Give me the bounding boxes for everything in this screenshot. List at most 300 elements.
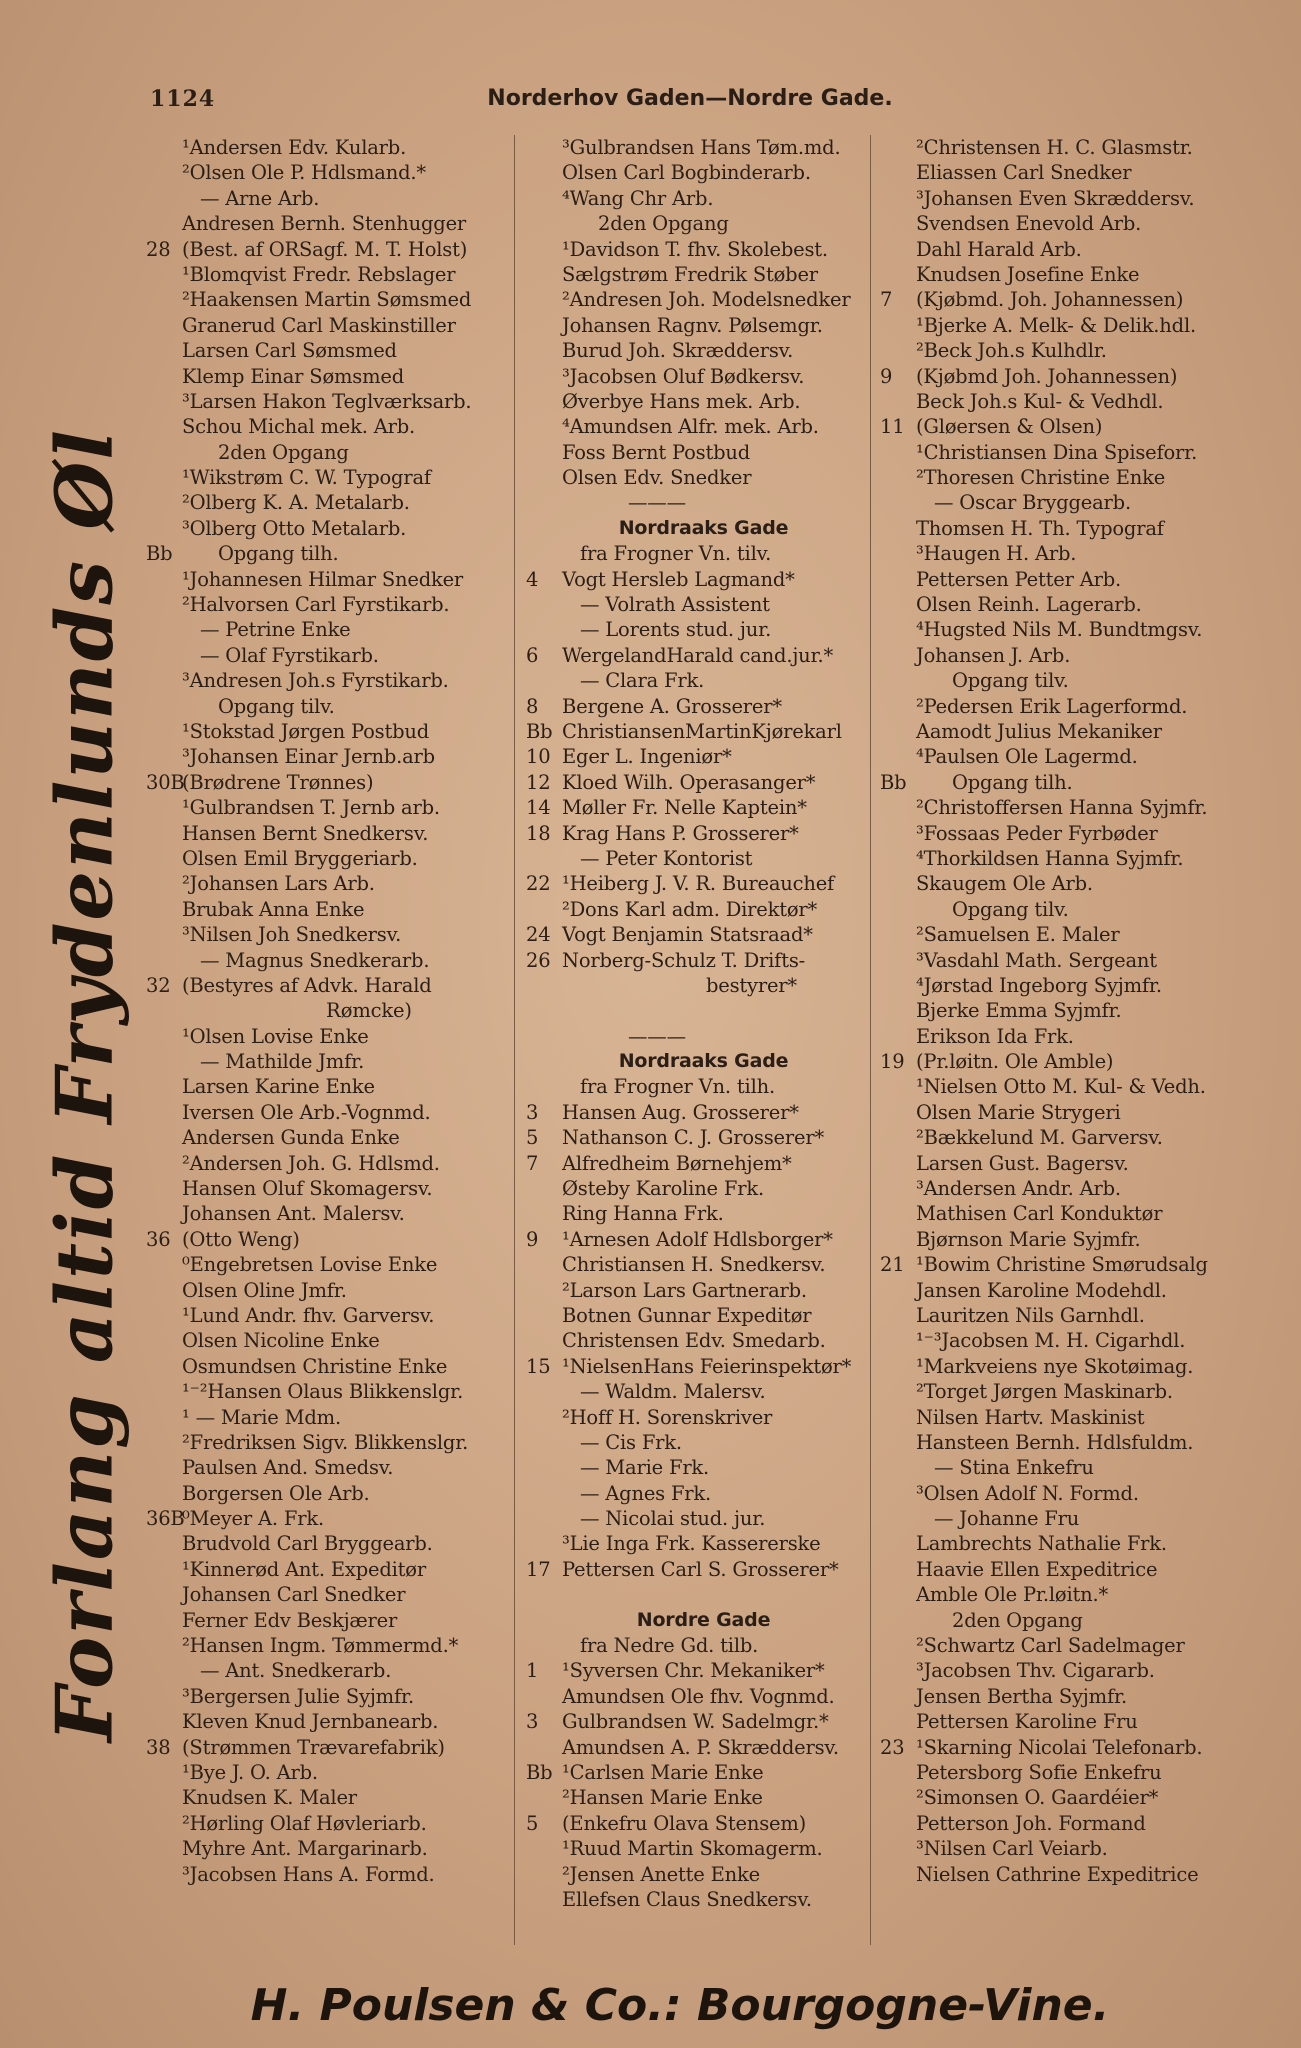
entry-text: Olsen Nicoline Enke: [182, 1329, 380, 1353]
entry-text: Vogt Hersleb Lagmand*: [562, 567, 795, 591]
entry-text: ³Larsen Hakon Teglværksarb.: [182, 389, 472, 413]
entry-text: (Pr.løitn. Ole Amble): [916, 1050, 1114, 1074]
entry-text: Iversen Ole Arb.-Vognmd.: [182, 1100, 431, 1124]
directory-entry: [146, 1252, 501, 1277]
entry-text: ¹Bye J. O. Arb.: [182, 1761, 318, 1784]
house-number: 10: [526, 745, 551, 769]
entry-text: fra Frogner Vn. tilv.: [562, 542, 772, 566]
entry-text: Dahl Harald Arb.: [916, 237, 1082, 261]
directory-entry: [880, 973, 1235, 998]
directory-entry: [146, 211, 501, 236]
entry-text: ⁰Engebretsen Lovise Enke: [182, 1253, 438, 1277]
entry-text: Lambrechts Nathalie Frk.: [916, 1532, 1167, 1556]
directory-entry: [880, 1049, 1235, 1074]
entry-text: ²Hansen Ingm. Tømmermd.*: [182, 1634, 459, 1658]
directory-entry: [146, 694, 501, 719]
directory-entry: [526, 1862, 881, 1887]
directory-entry: [146, 262, 501, 287]
entry-text: ³Andersen Andr. Arb.: [916, 1177, 1121, 1201]
directory-entry: [880, 414, 1235, 439]
entry-text: (Kjøbmd Joh. Johannessen): [916, 364, 1178, 388]
house-number: 9: [880, 364, 893, 388]
entry-text: ²Hansen Marie Enke: [562, 1786, 763, 1810]
entry-text: Petersborg Sofie Enkefru: [916, 1761, 1162, 1784]
directory-entry: [526, 719, 881, 744]
entry-text: (Bestyres af Advk. Harald: [182, 973, 432, 997]
house-number: 36B: [146, 1507, 185, 1531]
directory-entry: [880, 1481, 1235, 1506]
directory-entry: [880, 211, 1235, 236]
directory-entry: [880, 338, 1235, 363]
directory-entry: [526, 998, 881, 1023]
house-number: 17: [526, 1557, 551, 1581]
directory-entry: [880, 846, 1235, 871]
entry-text: Opgang tilv.: [916, 669, 1069, 693]
entry-text: Pettersen Petter Arb.: [916, 567, 1122, 591]
directory-entry: [146, 1811, 501, 1836]
directory-entry: [146, 1303, 501, 1328]
directory-entry: [526, 414, 881, 439]
entry-text: Larsen Carl Sømsmed: [182, 339, 397, 363]
directory-entry: [880, 440, 1235, 465]
house-number: 32: [146, 973, 171, 997]
entry-text: ¹Andersen Edv. Kularb.: [182, 136, 407, 159]
directory-entry: [880, 1354, 1235, 1379]
entry-text: ¹Gulbrandsen T. Jernb arb.: [182, 796, 440, 820]
directory-entry: [526, 1709, 881, 1734]
entry-text: WergelandHarald cand.jur.*: [562, 643, 834, 667]
directory-column-2: [526, 135, 881, 1912]
directory-entry: [146, 1760, 501, 1785]
entry-text: Pettersen Carl S. Grosserer*: [562, 1557, 839, 1581]
directory-entry: [146, 998, 501, 1023]
directory-entry: [526, 490, 881, 515]
directory-entry: [880, 1379, 1235, 1404]
entry-text: ⁰Meyer A. Frk.: [182, 1507, 324, 1531]
directory-entry: [526, 237, 881, 262]
directory-entry: [526, 160, 881, 185]
directory-entry: [146, 871, 501, 896]
entry-text: ———: [562, 1024, 686, 1048]
directory-entry: [880, 1227, 1235, 1252]
entry-text: Petterson Joh. Formand: [916, 1811, 1146, 1835]
entry-text: Krag Hans P. Grosserer*: [562, 821, 799, 845]
directory-entry: [880, 1709, 1235, 1734]
directory-entry: [880, 1735, 1235, 1760]
entry-text: ¹Carlsen Marie Enke: [562, 1761, 764, 1784]
entry-text: Paulsen And. Smedsv.: [182, 1456, 394, 1480]
directory-entry: [526, 1811, 881, 1836]
directory-entry: [146, 1633, 501, 1658]
directory-entry: [526, 1303, 881, 1328]
directory-entry: [146, 440, 501, 465]
directory-entry: [146, 1049, 501, 1074]
directory-entry: [880, 465, 1235, 490]
directory-entry: [526, 1379, 881, 1404]
entry-text: Olsen Marie Strygeri: [916, 1100, 1121, 1124]
entry-text: Ferner Edv Beskjærer: [182, 1608, 398, 1632]
entry-text: ³Fossaas Peder Fyrbøder: [916, 821, 1158, 845]
entry-text: Sælgstrøm Fredrik Støber: [562, 262, 818, 286]
directory-entry: [526, 1557, 881, 1582]
directory-entry: [880, 516, 1235, 541]
entry-text: — Volrath Assistent: [562, 593, 770, 617]
entry-text: — Nicolai stud. jur.: [562, 1507, 766, 1531]
entry-text: ³Olberg Otto Metalarb.: [182, 516, 407, 540]
entry-text: bestyrer*: [562, 973, 797, 997]
street-heading: [526, 1049, 881, 1074]
directory-entry: [146, 389, 501, 414]
entry-text: ¹Nielsen Otto M. Kul- & Vedh.: [916, 1075, 1206, 1099]
directory-entry: [526, 211, 881, 236]
house-number: 24: [526, 923, 551, 947]
entry-text: (Strømmen Trævarefabrik): [182, 1735, 445, 1759]
directory-entry: [880, 186, 1235, 211]
directory-entry: [880, 313, 1235, 338]
directory-entry: [526, 846, 881, 871]
directory-entry: [526, 440, 881, 465]
directory-entry: [880, 1506, 1235, 1531]
entry-text: Schou Michal mek. Arb.: [182, 415, 416, 439]
directory-entry: [880, 871, 1235, 896]
house-number: Bb: [526, 1761, 553, 1784]
entry-text: Haavie Ellen Expeditrice: [916, 1557, 1158, 1581]
directory-entry: [526, 1278, 881, 1303]
directory-entry: [526, 1176, 881, 1201]
entry-text: Hansteen Bernh. Hdlsfuldm.: [916, 1430, 1194, 1454]
entry-text: ¹Arnesen Adolf Hdlsborger*: [562, 1227, 833, 1251]
directory-entry: [146, 135, 501, 160]
directory-entry: [880, 1278, 1235, 1303]
house-number: Bb: [880, 770, 907, 794]
directory-entry: [526, 1252, 881, 1277]
directory-entry: [880, 1862, 1235, 1887]
entry-text: Andresen Bernh. Stenhugger: [182, 212, 467, 236]
directory-entry: [880, 1760, 1235, 1785]
directory-entry: [146, 1328, 501, 1353]
directory-entry: [880, 668, 1235, 693]
directory-entry: [526, 262, 881, 287]
column-rule: [514, 135, 515, 1945]
entry-text: — Clara Frk.: [562, 669, 705, 693]
directory-entry: [146, 1125, 501, 1150]
house-number: 21: [880, 1253, 905, 1277]
directory-entry: [880, 1811, 1235, 1836]
entry-text: Norberg-Schulz T. Drifts-: [562, 948, 806, 972]
house-number: 22: [526, 872, 551, 896]
house-number: 8: [526, 694, 539, 718]
entry-text: Larsen Karine Enke: [182, 1075, 375, 1099]
directory-entry: [146, 1176, 501, 1201]
directory-entry: [880, 1633, 1235, 1658]
entry-text: — Mathilde Jmfr.: [182, 1050, 365, 1074]
directory-entry: [146, 1379, 501, 1404]
directory-entry: [526, 1455, 881, 1480]
entry-text: Eger L. Ingeniør*: [562, 745, 732, 769]
house-number: 5: [526, 1126, 539, 1150]
directory-entry: [880, 1455, 1235, 1480]
entry-text: ²Fredriksen Sigv. Blikkenslgr.: [182, 1430, 469, 1454]
entry-text: ²Haakensen Martin Sømsmed: [182, 288, 472, 312]
entry-text: Opgang tilh.: [182, 542, 339, 566]
directory-entry: [146, 770, 501, 795]
directory-entry: [526, 465, 881, 490]
directory-entry: [880, 617, 1235, 642]
entry-text: ²Hørling Olaf Høvleriarb.: [182, 1811, 427, 1835]
entry-text: ²Olberg K. A. Metalarb.: [182, 491, 410, 515]
entry-text: ⁴Amundsen Alfr. mek. Arb.: [562, 415, 819, 439]
column-rule: [870, 135, 871, 1945]
entry-text: Alfredheim Børnehjem*: [562, 1151, 792, 1175]
entry-text: ⁴Hugsted Nils M. Bundtmgsv.: [916, 618, 1203, 642]
entry-text: ³Lie Inga Frk. Kassererske: [562, 1532, 821, 1556]
directory-entry: [526, 1582, 881, 1607]
entry-text: ———: [562, 491, 686, 515]
directory-entry: [880, 922, 1235, 947]
directory-entry: [880, 490, 1235, 515]
directory-entry: [146, 567, 501, 592]
house-number: Bb: [146, 542, 173, 566]
directory-entry: [526, 1506, 881, 1531]
entry-text: ²Pedersen Erik Lagerformd.: [916, 694, 1188, 718]
directory-entry: [146, 1735, 501, 1760]
entry-text: — Marie Frk.: [562, 1456, 710, 1480]
directory-entry: [526, 1227, 881, 1252]
entry-text: ¹Stokstad Jørgen Postbud: [182, 719, 430, 743]
directory-entry: [526, 186, 881, 211]
directory-entry: [146, 490, 501, 515]
entry-text: Ellefsen Claus Snedkersv.: [562, 1887, 812, 1911]
entry-text: ²Dons Karl adm. Direktør*: [562, 897, 818, 921]
entry-text: ¹Blomqvist Fredr. Rebslager: [182, 262, 456, 286]
sidebar-advertisement: [39, 428, 131, 1742]
directory-entry: [526, 1785, 881, 1810]
entry-text: ³Jacobsen Thv. Cigararb.: [916, 1659, 1155, 1683]
directory-entry: [526, 287, 881, 312]
directory-entry: [526, 592, 881, 617]
directory-entry: [880, 1100, 1235, 1125]
directory-entry: [526, 795, 881, 820]
directory-entry: [880, 287, 1235, 312]
entry-text: ¹⁻³Jacobsen M. H. Cigarhdl.: [916, 1329, 1186, 1353]
directory-entry: [526, 1328, 881, 1353]
entry-text: Christiansen H. Snedkersv.: [562, 1253, 826, 1277]
entry-text: — Lorents stud. jur.: [562, 618, 772, 642]
directory-entry: [526, 1430, 881, 1455]
directory-entry: [146, 1405, 501, 1430]
entry-text: Olsen Emil Bryggeriarb.: [182, 846, 418, 870]
entry-text: fra Frogner Vn. tilh.: [562, 1075, 775, 1099]
directory-entry: [526, 338, 881, 363]
entry-text: — Stina Enkefru: [916, 1456, 1094, 1480]
entry-text: ¹Christiansen Dina Spiseforr.: [916, 440, 1198, 464]
directory-entry: [526, 389, 881, 414]
house-number: 38: [146, 1735, 171, 1759]
entry-text: ²Samuelsen E. Maler: [916, 923, 1120, 947]
directory-entry: [146, 541, 501, 566]
entry-text: (Kjøbmd. Joh. Johannessen): [916, 288, 1184, 312]
directory-entry: [880, 1201, 1235, 1226]
entry-text: Skaugem Ole Arb.: [916, 872, 1093, 896]
directory-entry: [146, 1709, 501, 1734]
entry-text: ²Thoresen Christine Enke: [916, 466, 1166, 490]
entry-text: ¹Kinnerød Ant. Expeditør: [182, 1557, 426, 1581]
entry-text: Aamodt Julius Mekaniker: [916, 719, 1162, 743]
entry-text: Bjerke Emma Syjmfr.: [916, 999, 1122, 1023]
entry-text: ³Jacobsen Hans A. Formd.: [182, 1862, 435, 1886]
directory-entry: [146, 287, 501, 312]
directory-entry: [880, 719, 1235, 744]
entry-text: ²Olsen Ole P. Hdlsmand.*: [182, 161, 426, 185]
directory-entry: [526, 1735, 881, 1760]
directory-entry: [146, 973, 501, 998]
entry-text: Brubak Anna Enke: [182, 897, 365, 921]
entry-text: — Ant. Snedkerarb.: [182, 1659, 392, 1683]
house-number: 15: [526, 1354, 551, 1378]
house-number: 23: [880, 1735, 905, 1759]
directory-entry: [146, 1531, 501, 1556]
house-number: 19: [880, 1050, 905, 1074]
entry-text: Østeby Karoline Frk.: [562, 1177, 764, 1201]
directory-entry: [880, 262, 1235, 287]
directory-column-3: [880, 135, 1235, 1887]
entry-text: ²Andersen Joh. G. Hdlsmd.: [182, 1151, 440, 1175]
directory-entry: [880, 1125, 1235, 1150]
directory-entry: [526, 313, 881, 338]
directory-entry: [146, 1481, 501, 1506]
directory-entry: [526, 668, 881, 693]
directory-entry: [880, 998, 1235, 1023]
street-heading: [526, 1608, 881, 1633]
entry-text: ²Bækkelund M. Garversv.: [916, 1126, 1163, 1150]
directory-entry: [880, 1684, 1235, 1709]
entry-text: — Johanne Fru: [916, 1507, 1080, 1531]
directory-entry: [880, 795, 1235, 820]
entry-text: ²Torget Jørgen Maskinarb.: [916, 1380, 1173, 1404]
entry-text: Amundsen A. P. Skræddersv.: [562, 1735, 839, 1759]
house-number: 1: [526, 1659, 539, 1683]
directory-entry: [526, 897, 881, 922]
directory-entry: [146, 516, 501, 541]
directory-entry: [880, 1024, 1235, 1049]
entry-text: ¹Davidson T. fhv. Skolebest.: [562, 237, 828, 261]
directory-entry: [526, 694, 881, 719]
directory-entry: [880, 1658, 1235, 1683]
entry-text: Christensen Edv. Smedarb.: [562, 1329, 826, 1353]
directory-entry: [880, 541, 1235, 566]
directory-entry: [146, 1684, 501, 1709]
entry-text: ⁴Jørstad Ingeborg Syjmfr.: [916, 973, 1162, 997]
entry-text: — Waldm. Malersv.: [562, 1380, 766, 1404]
directory-entry: [880, 592, 1235, 617]
entry-text: Opgang tilv.: [182, 694, 335, 718]
directory-entry: [526, 948, 881, 973]
directory-entry: [146, 1354, 501, 1379]
entry-text: fra Nedre Gd. tilb.: [562, 1634, 759, 1658]
entry-text: Hansen Aug. Grosserer*: [562, 1100, 799, 1124]
entry-text: Hansen Bernt Snedkersv.: [182, 821, 429, 845]
entry-text: Knudsen K. Maler: [182, 1786, 357, 1810]
directory-entry: [146, 922, 501, 947]
directory-entry: [526, 922, 881, 947]
entry-text: Kloed Wilh. Operasanger*: [562, 770, 816, 794]
house-number: 28: [146, 237, 171, 261]
directory-entry: [146, 414, 501, 439]
directory-entry: [146, 897, 501, 922]
directory-entry: [526, 821, 881, 846]
directory-entry: [526, 1658, 881, 1683]
entry-text: ³Andresen Joh.s Fyrstikarb.: [182, 669, 449, 693]
entry-text: Bergene A. Grosserer*: [562, 694, 782, 718]
house-number: 5: [526, 1811, 539, 1835]
directory-entry: [880, 1608, 1235, 1633]
directory-entry: [526, 1481, 881, 1506]
directory-entry: [526, 617, 881, 642]
entry-text: Lauritzen Nils Garnhdl.: [916, 1303, 1145, 1327]
entry-text: Eliassen Carl Snedker: [916, 161, 1132, 185]
directory-entry: [880, 694, 1235, 719]
house-number: 3: [526, 1100, 539, 1124]
entry-text: ³Olsen Adolf N. Formd.: [916, 1481, 1139, 1505]
directory-entry: [526, 567, 881, 592]
entry-text: Nielsen Cathrine Expeditrice: [916, 1862, 1199, 1886]
entry-text: ¹Johannesen Hilmar Snedker: [182, 567, 464, 591]
entry-text: ³Johansen Even Skræddersv.: [916, 186, 1195, 210]
entry-text: Øverbye Hans mek. Arb.: [562, 389, 801, 413]
directory-entry: [146, 465, 501, 490]
entry-text: Myhre Ant. Margarinarb.: [182, 1837, 428, 1861]
entry-text: Ring Hanna Frk.: [562, 1202, 724, 1226]
entry-text: Mathisen Carl Konduktør: [916, 1202, 1163, 1226]
entry-text: (Best. af ORSagf. M. T. Holst): [182, 237, 468, 261]
entry-text: (Brødrene Trønnes): [182, 770, 374, 794]
entry-text: ³Nilsen Carl Veiarb.: [916, 1837, 1108, 1861]
directory-entry: [526, 1531, 881, 1556]
entry-text: (Gløersen & Olsen): [916, 415, 1103, 439]
entry-text: Osmundsen Christine Enke: [182, 1354, 448, 1378]
directory-entry: [880, 237, 1235, 262]
entry-text: ²Larson Lars Gartnerarb.: [562, 1278, 807, 1302]
entry-text: Johansen Ragnv. Pølsemgr.: [562, 313, 823, 337]
entry-text: Jensen Bertha Syjmfr.: [916, 1684, 1127, 1708]
directory-entry: [526, 1633, 881, 1658]
entry-text: Nilsen Hartv. Maskinist: [916, 1405, 1145, 1429]
entry-text: ²Schwartz Carl Sadelmager: [916, 1634, 1185, 1658]
directory-entry: [880, 1151, 1235, 1176]
entry-text: ¹Syversen Chr. Mekaniker*: [562, 1659, 825, 1683]
house-number: 18: [526, 821, 551, 845]
entry-text: ¹Skarning Nicolai Telefonarb.: [916, 1735, 1203, 1759]
house-number: 6: [526, 643, 539, 667]
directory-entry: [526, 1100, 881, 1125]
entry-text: Olsen Reinh. Lagerarb.: [916, 593, 1142, 617]
entry-text: (Enkefru Olava Stensem): [562, 1811, 807, 1835]
house-number: 14: [526, 796, 551, 820]
entry-text: ³Vasdahl Math. Sergeant: [916, 948, 1157, 972]
directory-entry: [880, 1252, 1235, 1277]
directory-entry: [146, 1785, 501, 1810]
house-number: 7: [526, 1151, 539, 1175]
house-number: 9: [526, 1227, 539, 1251]
directory-entry: [526, 1024, 881, 1049]
house-number: 12: [526, 770, 551, 794]
entry-text: — Agnes Frk.: [562, 1481, 712, 1505]
directory-entry: [146, 186, 501, 211]
entry-text: Bjørnson Marie Syjmfr.: [916, 1227, 1141, 1251]
directory-entry: [146, 1582, 501, 1607]
directory-entry: [146, 313, 501, 338]
entry-text: ¹Heiberg J. V. R. Bureauchef: [562, 872, 835, 896]
